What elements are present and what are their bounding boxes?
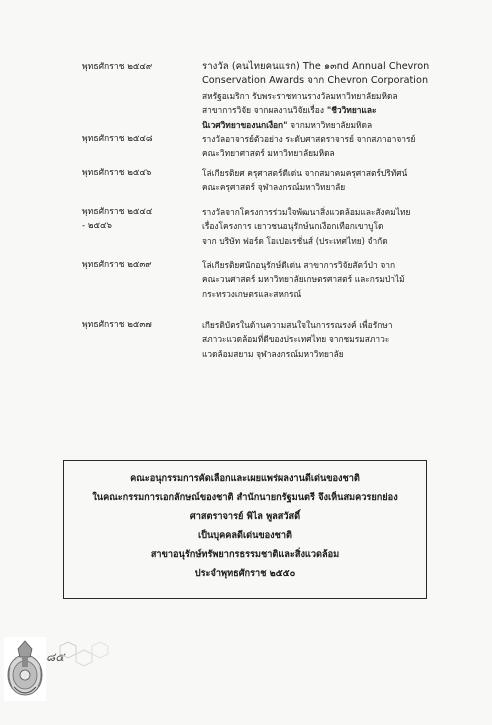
honor-citation-box <box>63 460 427 599</box>
award-year-text: พุทธศักราช ๒๕๓๙ <box>82 260 152 270</box>
award-line: สหรัฐอเมริกา รับพระราชทานรางวัลมหาวิทยาลัยมหิดล <box>202 90 398 101</box>
award-line: สภาวะแวดล้อมที่ดีของประเทศไทย จากชมรมสภาวะ <box>202 334 390 345</box>
award-line: รางวัล (คนไทยคนแรก) The ๑๓nd Annual Chevron <box>202 61 430 72</box>
award-description <box>202 132 436 161</box>
award-description <box>202 166 436 195</box>
award-line <box>202 118 436 132</box>
research-title: นิเวศวิทยาของนกเงือก" <box>202 119 288 130</box>
award-line: คณะครุศาสตร์ จุฬาลงกรณ์มหาวิทยาลัย <box>202 182 346 193</box>
award-line: คณะวิทยาศาสตร์ มหาวิทยาลัยมหิดล <box>202 148 335 159</box>
award-line: รางวัลจากโครงการร่วมใจพัฒนาสิ่งแวดล้อมและสังคมไทย <box>202 207 411 217</box>
award-year <box>82 258 194 272</box>
award-line: โล่เกียรติยศนักอนุรักษ์ดีเด่น สาขาการวิจัยสัตว์ป่า จาก <box>202 260 396 270</box>
award-description <box>202 205 436 248</box>
page-number: ๘๕ <box>46 650 65 664</box>
award-year-text: พุทธศักราช ๒๕๔๘ <box>82 134 153 144</box>
award-year <box>82 166 194 180</box>
award-description <box>202 318 436 361</box>
award-year-text: พุทธศักราช ๒๕๔๔ <box>82 207 153 217</box>
award-line: กระทรวงเกษตรและสหกรณ์ <box>202 288 302 299</box>
award-line: Conservation Awards จาก Chevron Corporation <box>202 75 429 87</box>
award-line: โล่เกียรติยศ ครุศาสตร์ดีเด่น จากสมาคมครุศาสตร์ปริทัศน์ <box>202 168 408 178</box>
research-title: "ชีววิทยาและ <box>323 105 377 116</box>
award-line: รางวัลอาจารย์ตัวอย่าง ระดับศาสตราจารย์ จากสภาอาจารย์ <box>202 134 416 144</box>
citation-line: เป็นบุคคลดีเด่นของชาติ <box>197 530 292 541</box>
award-line-text: สาขาการวิจัย จากผลงานวิจัยเรื่อง <box>202 105 324 116</box>
award-year <box>82 318 194 332</box>
award-year <box>82 132 194 146</box>
award-year-text: พุทธศักราช ๒๕๔๙ <box>82 62 153 72</box>
award-description <box>202 258 436 301</box>
citation-field: สาขาอนุรักษ์ทรัพยากรธรรมชาติและสิ่งแวดล้อม <box>150 549 340 560</box>
honoree-name: ศาสตราจารย์ พิไล พูลสวัสดิ์ <box>189 511 301 522</box>
award-line-text: จากมหาวิทยาลัยมหิดล <box>287 119 373 130</box>
hexagon-pattern-icon <box>58 640 128 670</box>
award-line <box>202 103 436 117</box>
award-line: เรื่องโครงการ เยาวชนอนุรักษ์นกเงือกเทือกเขาบูโด <box>202 221 384 232</box>
citation-line: คณะอนุกรรมการคัดเลือกและเผยแพร่ผลงานดีเด่นของชาติ <box>130 473 360 484</box>
award-year-text: - ๒๕๔๖ <box>82 221 112 231</box>
award-line: คณะวนศาสตร์ มหาวิทยาลัยเกษตรศาสตร์ และกรมป่าไม้ <box>202 274 405 285</box>
award-year <box>82 60 194 74</box>
award-year-text: พุทธศักราช ๒๕๓๗ <box>82 320 152 330</box>
award-line: แวดล้อมสยาม จุฬาลงกรณ์มหาวิทยาลัย <box>202 348 344 359</box>
award-description <box>202 60 436 132</box>
award-line: จาก บริษัท ฟอร์ด โอเปอเรชั่นส์ (ประเทศไทย) จำกัด <box>202 235 388 246</box>
award-line: เกียรติบัตรในด้านความสนใจในการรณรงค์ เพื่อรักษา <box>202 320 393 330</box>
award-year-text: พุทธศักราช ๒๕๔๖ <box>82 168 152 178</box>
national-identity-seal-icon <box>4 637 46 701</box>
citation-year: ประจำพุทธศักราช ๒๕๕๐ <box>194 568 296 579</box>
award-year <box>82 205 194 233</box>
citation-line: ในคณะกรรมการเอกลักษณ์ของชาติ สำนักนายกรัฐมนตรี จึงเห็นสมควรยกย่อง <box>92 492 398 503</box>
